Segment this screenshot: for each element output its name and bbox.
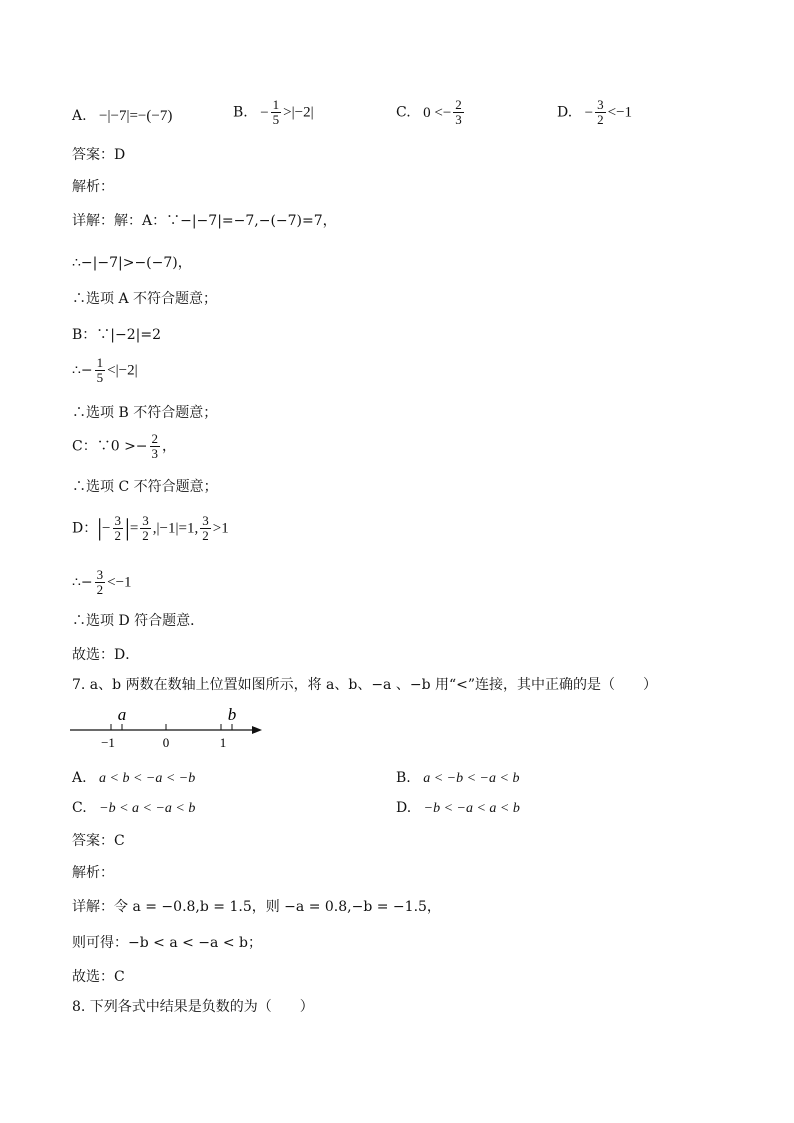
abs-bar-right: | <box>125 515 130 542</box>
q6-b-line: B：∵|−2|=2 <box>72 327 161 343</box>
fraction <box>150 432 161 461</box>
q6-d-therefore <box>72 568 132 597</box>
option-expression: −|−7|=−(−7) <box>99 108 173 124</box>
fraction <box>113 514 124 543</box>
option-expression: −b < a < −a < b <box>99 801 196 816</box>
denominator: 5 <box>272 112 280 127</box>
numerator: 3 <box>202 513 209 528</box>
q7-choose: 故选：C <box>72 969 125 985</box>
q7-option-b <box>396 770 519 787</box>
q7-option-d <box>396 800 520 817</box>
expression-prefix: ∴− <box>72 362 93 379</box>
q6-option-c <box>396 98 466 127</box>
expression-suffix: >1 <box>212 520 229 537</box>
option-expression: −b < −a < a < b <box>423 801 520 816</box>
q6-choose: 故选：D． <box>72 647 140 663</box>
q6-option-b <box>233 98 314 127</box>
q6-conclusion-d: ∴选项 D 符合题意． <box>72 613 205 629</box>
q7-then: 则可得：−b < a < −a < b； <box>72 935 262 951</box>
fraction <box>95 568 106 597</box>
q7-answer: 答案：C <box>72 833 125 849</box>
denominator: 2 <box>114 528 122 543</box>
q7-detail: 详解：令 a = −0.8,b = 1.5，则 −a = 0.8,−b = −1.5， <box>72 899 441 915</box>
option-letter: A. <box>72 770 87 786</box>
numerator: 3 <box>114 513 122 528</box>
expression-suffix: <−1 <box>107 574 132 591</box>
option-expression-prefix: − <box>260 104 269 121</box>
expression-middle: ,|−1|=1, <box>152 520 199 537</box>
numerator: 1 <box>96 355 104 370</box>
tick-label-zero: 0 <box>162 735 170 750</box>
q6-therefore-a: ∴−|−7|>−(−7)， <box>72 255 192 271</box>
q6-conclusion-a: ∴选项 A 不符合题意； <box>72 291 218 307</box>
numerator: 3 <box>597 97 604 112</box>
point-b-label: b <box>227 705 237 724</box>
q7-option-c <box>72 800 195 817</box>
option-expression-suffix: >|−2| <box>283 104 314 121</box>
tick-label-neg1: −1 <box>101 735 115 750</box>
option-expression-prefix: 0 <− <box>423 104 452 121</box>
q7-option-a <box>72 770 195 787</box>
fraction <box>200 514 211 543</box>
point-a-label: a <box>117 705 127 724</box>
q6-b-therefore <box>72 356 138 385</box>
expression-prefix: C：∵0 >− <box>72 438 148 455</box>
expression-prefix: D： <box>72 520 98 537</box>
q6-analysis-heading: 解析： <box>72 179 114 195</box>
abs-bar-left: | <box>97 515 103 542</box>
option-letter: A. <box>72 108 87 124</box>
option-expression-prefix: − <box>584 104 594 121</box>
q8-stem: 8. 下列各式中结果是负数的为（ ） <box>72 999 314 1015</box>
equals-sign: = <box>129 520 139 537</box>
option-letter: C. <box>396 104 411 121</box>
option-letter: D. <box>396 800 412 816</box>
expression-suffix: ， <box>162 438 177 455</box>
q7-analysis-heading: 解析： <box>72 865 114 881</box>
denominator: 3 <box>455 112 462 127</box>
q7-stem: 7. a、b 两数在数轴上位置如图所示，将 a、b、−a 、−b 用“<”连接，其中正确的是（ ） <box>72 677 658 693</box>
q6-option-d <box>557 98 632 127</box>
fraction <box>453 98 464 127</box>
q6-answer: 答案：D <box>72 147 126 163</box>
denominator: 2 <box>142 528 149 543</box>
denominator: 2 <box>597 112 604 127</box>
number-line-figure <box>66 704 276 752</box>
option-letter: B. <box>396 770 411 786</box>
number-line-arrowhead <box>252 726 262 734</box>
fraction <box>95 356 106 385</box>
option-expression: a < −b < −a < b <box>423 771 520 786</box>
tick-label-one: 1 <box>219 735 227 750</box>
minus-sign: − <box>102 520 111 537</box>
q6-detail-a: 详解：解：A：∵−|−7|=−7,−(−7)=7， <box>72 213 337 229</box>
denominator: 5 <box>96 370 104 385</box>
option-letter: B. <box>233 104 248 121</box>
denominator: 3 <box>151 446 159 461</box>
q6-c-line <box>72 432 176 461</box>
numerator: 1 <box>272 97 280 112</box>
denominator: 2 <box>202 528 209 543</box>
numerator: 2 <box>151 431 159 446</box>
option-expression-suffix: <−1 <box>607 104 633 121</box>
q6-conclusion-b: ∴选项 B 不符合题意； <box>72 405 218 421</box>
q6-conclusion-c: ∴选项 C 不符合题意； <box>72 479 218 495</box>
fraction <box>595 98 606 127</box>
numerator: 2 <box>455 97 462 112</box>
fraction <box>140 514 151 543</box>
denominator: 2 <box>96 582 104 597</box>
option-expression: a < b < −a < −b <box>99 771 196 786</box>
option-letter: D. <box>557 104 573 121</box>
q6-d-line <box>72 514 229 543</box>
q6-option-a <box>72 108 172 125</box>
expression-suffix: <|−2| <box>107 362 138 379</box>
fraction <box>271 98 282 127</box>
numerator: 3 <box>96 567 104 582</box>
numerator: 3 <box>142 513 149 528</box>
expression-prefix: ∴− <box>72 574 93 591</box>
option-letter: C. <box>72 800 87 816</box>
